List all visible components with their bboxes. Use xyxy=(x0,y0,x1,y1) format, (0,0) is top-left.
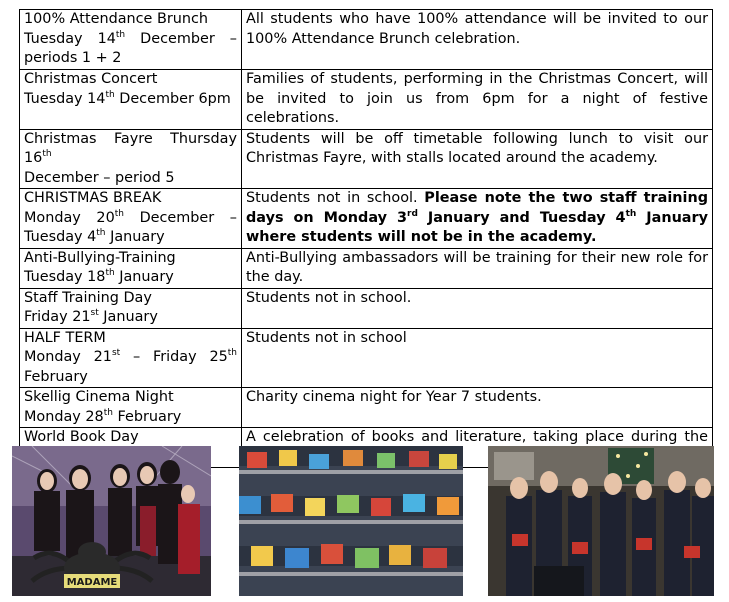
event-description: A celebration of books and literature, taking place during the xyxy=(246,429,708,445)
table-row xyxy=(20,248,713,288)
event-description: Students not in school. xyxy=(246,289,412,306)
event-name-cell: Christmas Concert Tuesday 14th December 6pm xyxy=(20,70,242,130)
event-title: Anti-Bullying-Training xyxy=(24,249,176,266)
event-name-cell: Staff Training Day Friday 21st January xyxy=(20,288,242,328)
event-description-cell xyxy=(242,388,713,428)
event-title: World Book Day xyxy=(24,429,139,445)
event-name-cell: Christmas Fayre Thursday 16th December – period 5 xyxy=(20,129,242,189)
event-description: Families of students, performing in the Christmas Concert, will be invited to join us from 6pm for a night of festive celebrations. xyxy=(246,71,708,126)
event-description-cell xyxy=(242,70,713,130)
event-name-cell: Anti-Bullying-Training Tuesday 18th January xyxy=(20,248,242,288)
event-title: 100% Attendance Brunch xyxy=(24,11,209,27)
event-name-cell: HALF TERM Monday 21st – Friday 25th February xyxy=(20,328,242,388)
event-description: Anti-Bullying ambassadors will be training for their new role for the day. xyxy=(246,249,708,285)
event-description-cell xyxy=(242,248,713,288)
training-days-note: Please note the two staff training days on Monday 3rd January and Tuesday 4th January where students will not be in the academy. xyxy=(246,190,708,245)
halloween-sign-text: MADAME xyxy=(66,577,118,588)
world-book-day-photo xyxy=(239,446,463,596)
event-title: Staff Training Day xyxy=(24,289,152,306)
table-row xyxy=(20,189,713,249)
event-title: Skellig Cinema Night xyxy=(24,389,174,405)
events-table xyxy=(19,9,713,468)
event-description-cell xyxy=(242,328,713,388)
event-description-cell xyxy=(242,129,713,189)
event-description-cell xyxy=(242,10,713,70)
table-row xyxy=(20,288,713,328)
event-title: Christmas Fayre Thursday 16 xyxy=(24,130,237,166)
event-description: All students who have 100% attendance will be invited to our 100% Attendance Brunch celebration. xyxy=(246,11,708,47)
event-description: Charity cinema night for Year 7 students. xyxy=(246,389,542,405)
event-description-cell xyxy=(242,288,713,328)
event-title: CHRISTMAS BREAK xyxy=(24,190,162,206)
event-description: Students not in school xyxy=(246,329,407,346)
event-name-cell: 100% Attendance Brunch Tuesday 14th December – periods 1 + 2 xyxy=(20,10,242,70)
event-name-cell: Skellig Cinema Night Monday 28th February xyxy=(20,388,242,428)
event-title: HALF TERM xyxy=(24,329,106,346)
event-description: Students will be off timetable following lunch to visit our Christmas Fayre, with stalls located around the academy. xyxy=(246,130,708,166)
table-row xyxy=(20,70,713,130)
event-description: Students not in school. xyxy=(246,190,425,206)
event-description-cell xyxy=(242,189,713,249)
table-row xyxy=(20,328,713,388)
halloween-costume-photo xyxy=(12,446,211,596)
christmas-concert-photo xyxy=(488,446,714,596)
event-title: Christmas Concert xyxy=(24,71,158,87)
event-name-cell: CHRISTMAS BREAK Monday 20th December – Tuesday 4th January xyxy=(20,189,242,249)
table-row xyxy=(20,388,713,428)
table-row xyxy=(20,129,713,189)
table-row xyxy=(20,10,713,70)
